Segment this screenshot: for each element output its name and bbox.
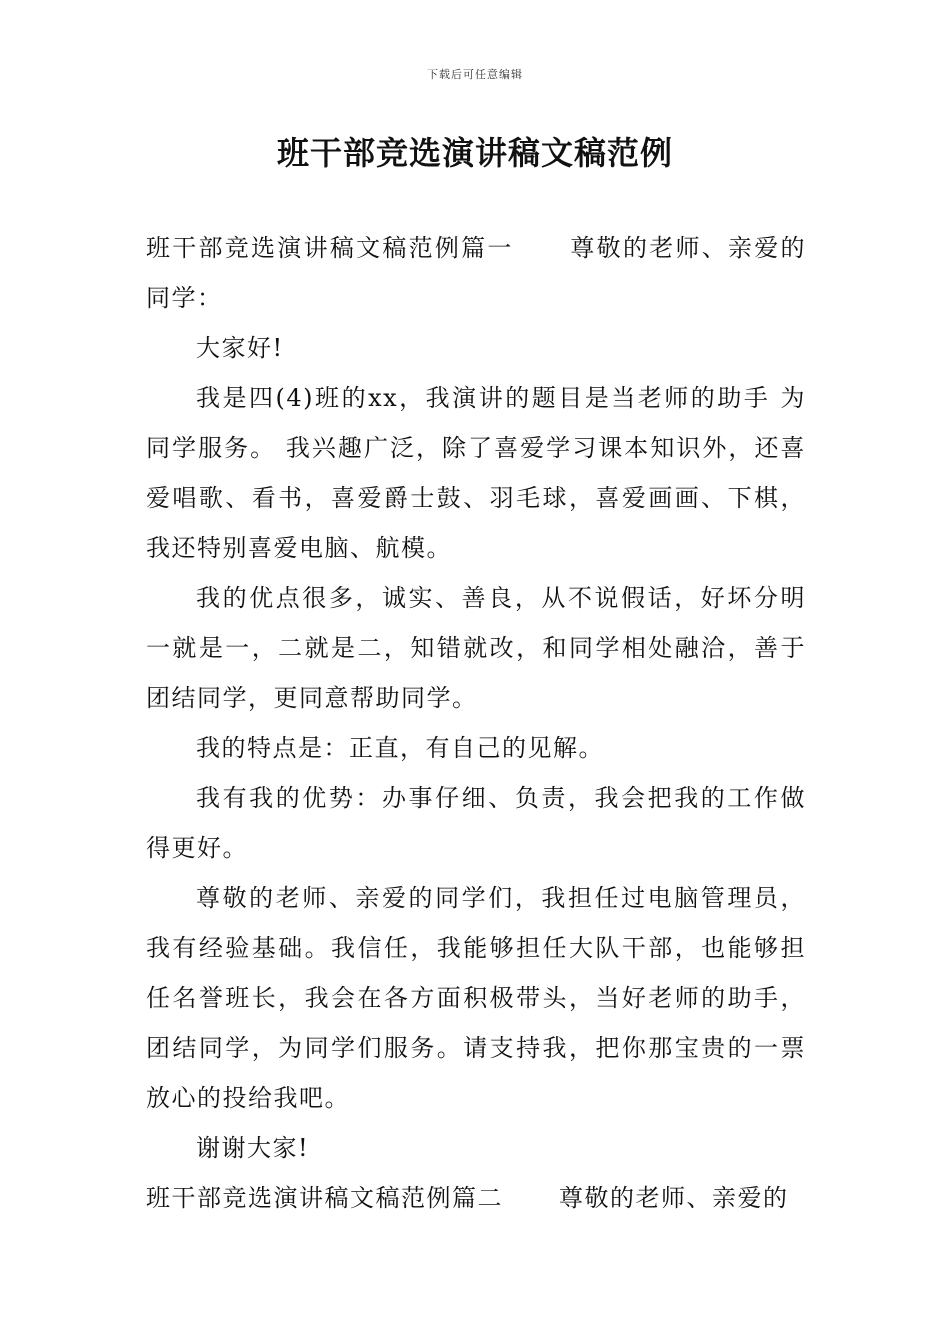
document-body <box>146 223 806 1223</box>
section-2-lead <box>146 1173 806 1223</box>
section-2-greeting: 尊敬的老师、亲爱的 <box>559 1184 789 1212</box>
paragraph: 我有我的优势：办事仔细、负责，我会把我的工作做得更好。 <box>146 784 806 862</box>
section-2-heading: 班干部竞选演讲稿文稿范例篇二 <box>146 1184 503 1212</box>
paragraph: 我的特点是：正直，有自己的见解。 <box>196 734 604 762</box>
document-title: 班干部竞选演讲稿文稿范例 <box>276 134 673 172</box>
section-1-greeting: 尊敬的老师、亲爱的同学： <box>146 234 807 312</box>
paragraph: 尊敬的老师、亲爱的同学们，我担任过电脑管理员，我有经验基础。我信任，我能够担任大队干部，也能够担任名誉班长，我会在各方面积极带头，当好老师的助手，团结同学，为同学们服务。请支持我，把你那宝贵的一票放心的投给我吧。 <box>146 884 806 1112</box>
section-1-lead <box>146 223 806 323</box>
paragraph: 大家好! <box>196 334 284 362</box>
header-note: 下载后可任意编辑 <box>427 68 523 81</box>
section-1-heading: 班干部竞选演讲稿文稿范例篇一 <box>146 234 514 262</box>
paragraph: 我的优点很多，诚实、善良，从不说假话，好坏分明一就是一，二就是二，知错就改，和同学相处融洽，善于团结同学，更同意帮助同学。 <box>146 584 806 712</box>
paragraph: 谢谢大家! <box>196 1134 310 1162</box>
paragraph: 我是四(4)班的xx，我演讲的题目是当老师的助手 为同学服务。 我兴趣广泛，除了喜爱学习课本知识外，还喜爱唱歌、看书，喜爱爵士鼓、羽毛球，喜爱画画、下棋，我还特别喜爱电脑、航模。 <box>146 384 806 562</box>
